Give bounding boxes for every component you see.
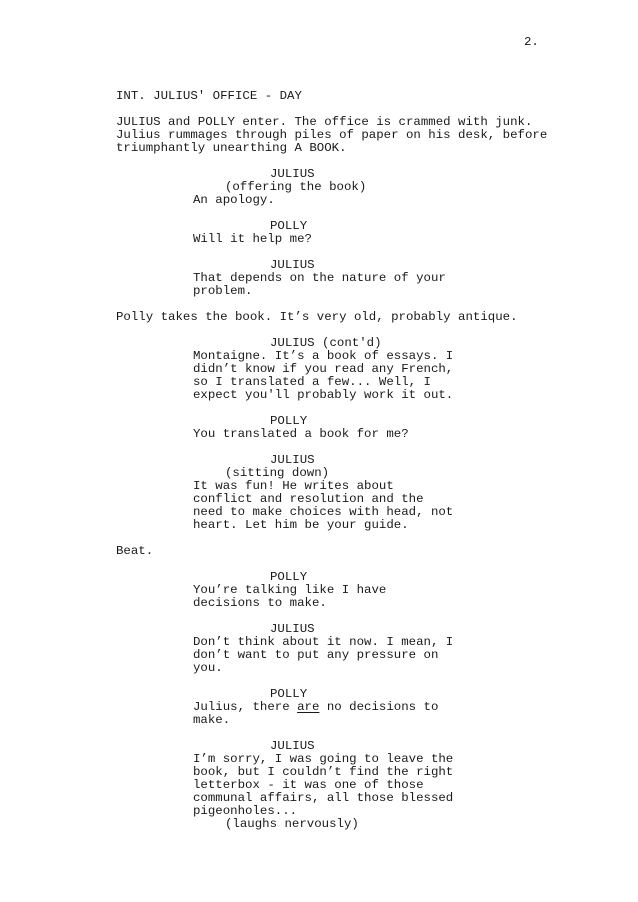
dialogue-line: you.: [193, 661, 223, 675]
dialogue-line: Montaigne. It’s a book of essays. I: [193, 349, 454, 363]
dialogue-line: problem.: [193, 284, 253, 298]
dialogue-line: It was fun! He writes about: [193, 479, 394, 493]
character-cue: JULIUS: [270, 453, 315, 467]
parenthetical: (sitting down): [225, 466, 330, 480]
dialogue-line: I’m sorry, I was going to leave the: [193, 752, 454, 766]
dialogue-line: book, but I couldn’t find the right: [193, 765, 454, 779]
action-line: Beat.: [116, 544, 154, 558]
parenthetical: (offering the book): [225, 180, 367, 194]
dialogue-text: Julius, there: [193, 700, 298, 714]
action-line: JULIUS and POLLY enter. The office is crammed with junk.: [116, 115, 533, 129]
dialogue-line: so I translated a few... Well, I: [193, 375, 431, 389]
character-cue: JULIUS (cont'd): [270, 336, 382, 350]
dialogue-line: letterbox - it was one of those: [193, 778, 424, 792]
character-cue: POLLY: [270, 687, 308, 701]
dialogue-line: communal affairs, all those blessed: [193, 791, 454, 805]
dialogue-line: Will it help me?: [193, 232, 312, 246]
character-cue: POLLY: [270, 414, 308, 428]
dialogue-line: conflict and resolution and the: [193, 492, 424, 506]
character-cue: JULIUS: [270, 739, 315, 753]
action-line: Julius rummages through piles of paper on his desk, before: [116, 128, 548, 142]
parenthetical: (laughs nervously): [225, 817, 359, 831]
dialogue-line: decisions to make.: [193, 596, 327, 610]
action-line: triumphantly unearthing A BOOK.: [116, 141, 347, 155]
dialogue-line: You’re talking like I have: [193, 583, 387, 597]
action-line: Polly takes the book. It’s very old, probably antique.: [116, 310, 518, 324]
emphasized-word: are: [297, 700, 320, 714]
dialogue-line: don’t want to put any pressure on: [193, 648, 439, 662]
dialogue-line: pigeonholes...: [193, 804, 298, 818]
character-cue: JULIUS: [270, 258, 315, 272]
scene-heading: INT. JULIUS' OFFICE - DAY: [116, 89, 302, 103]
dialogue-line: didn’t know if you read any French,: [193, 362, 454, 376]
dialogue-line: need to make choices with head, not: [193, 505, 454, 519]
dialogue-line: make.: [193, 713, 231, 727]
dialogue-line: That depends on the nature of your: [193, 271, 446, 285]
character-cue: JULIUS: [270, 622, 315, 636]
dialogue-line: You translated a book for me?: [193, 427, 409, 441]
dialogue-line: expect you'll probably work it out.: [193, 388, 454, 402]
dialogue-line: An apology.: [193, 193, 275, 207]
dialogue-line: heart. Let him be your guide.: [193, 518, 409, 532]
page-number: 2.: [524, 35, 539, 49]
character-cue: POLLY: [270, 570, 308, 584]
dialogue-line: Don’t think about it now. I mean, I: [193, 635, 454, 649]
character-cue: JULIUS: [270, 167, 315, 181]
character-cue: POLLY: [270, 219, 308, 233]
dialogue-text: no decisions to: [319, 700, 439, 714]
